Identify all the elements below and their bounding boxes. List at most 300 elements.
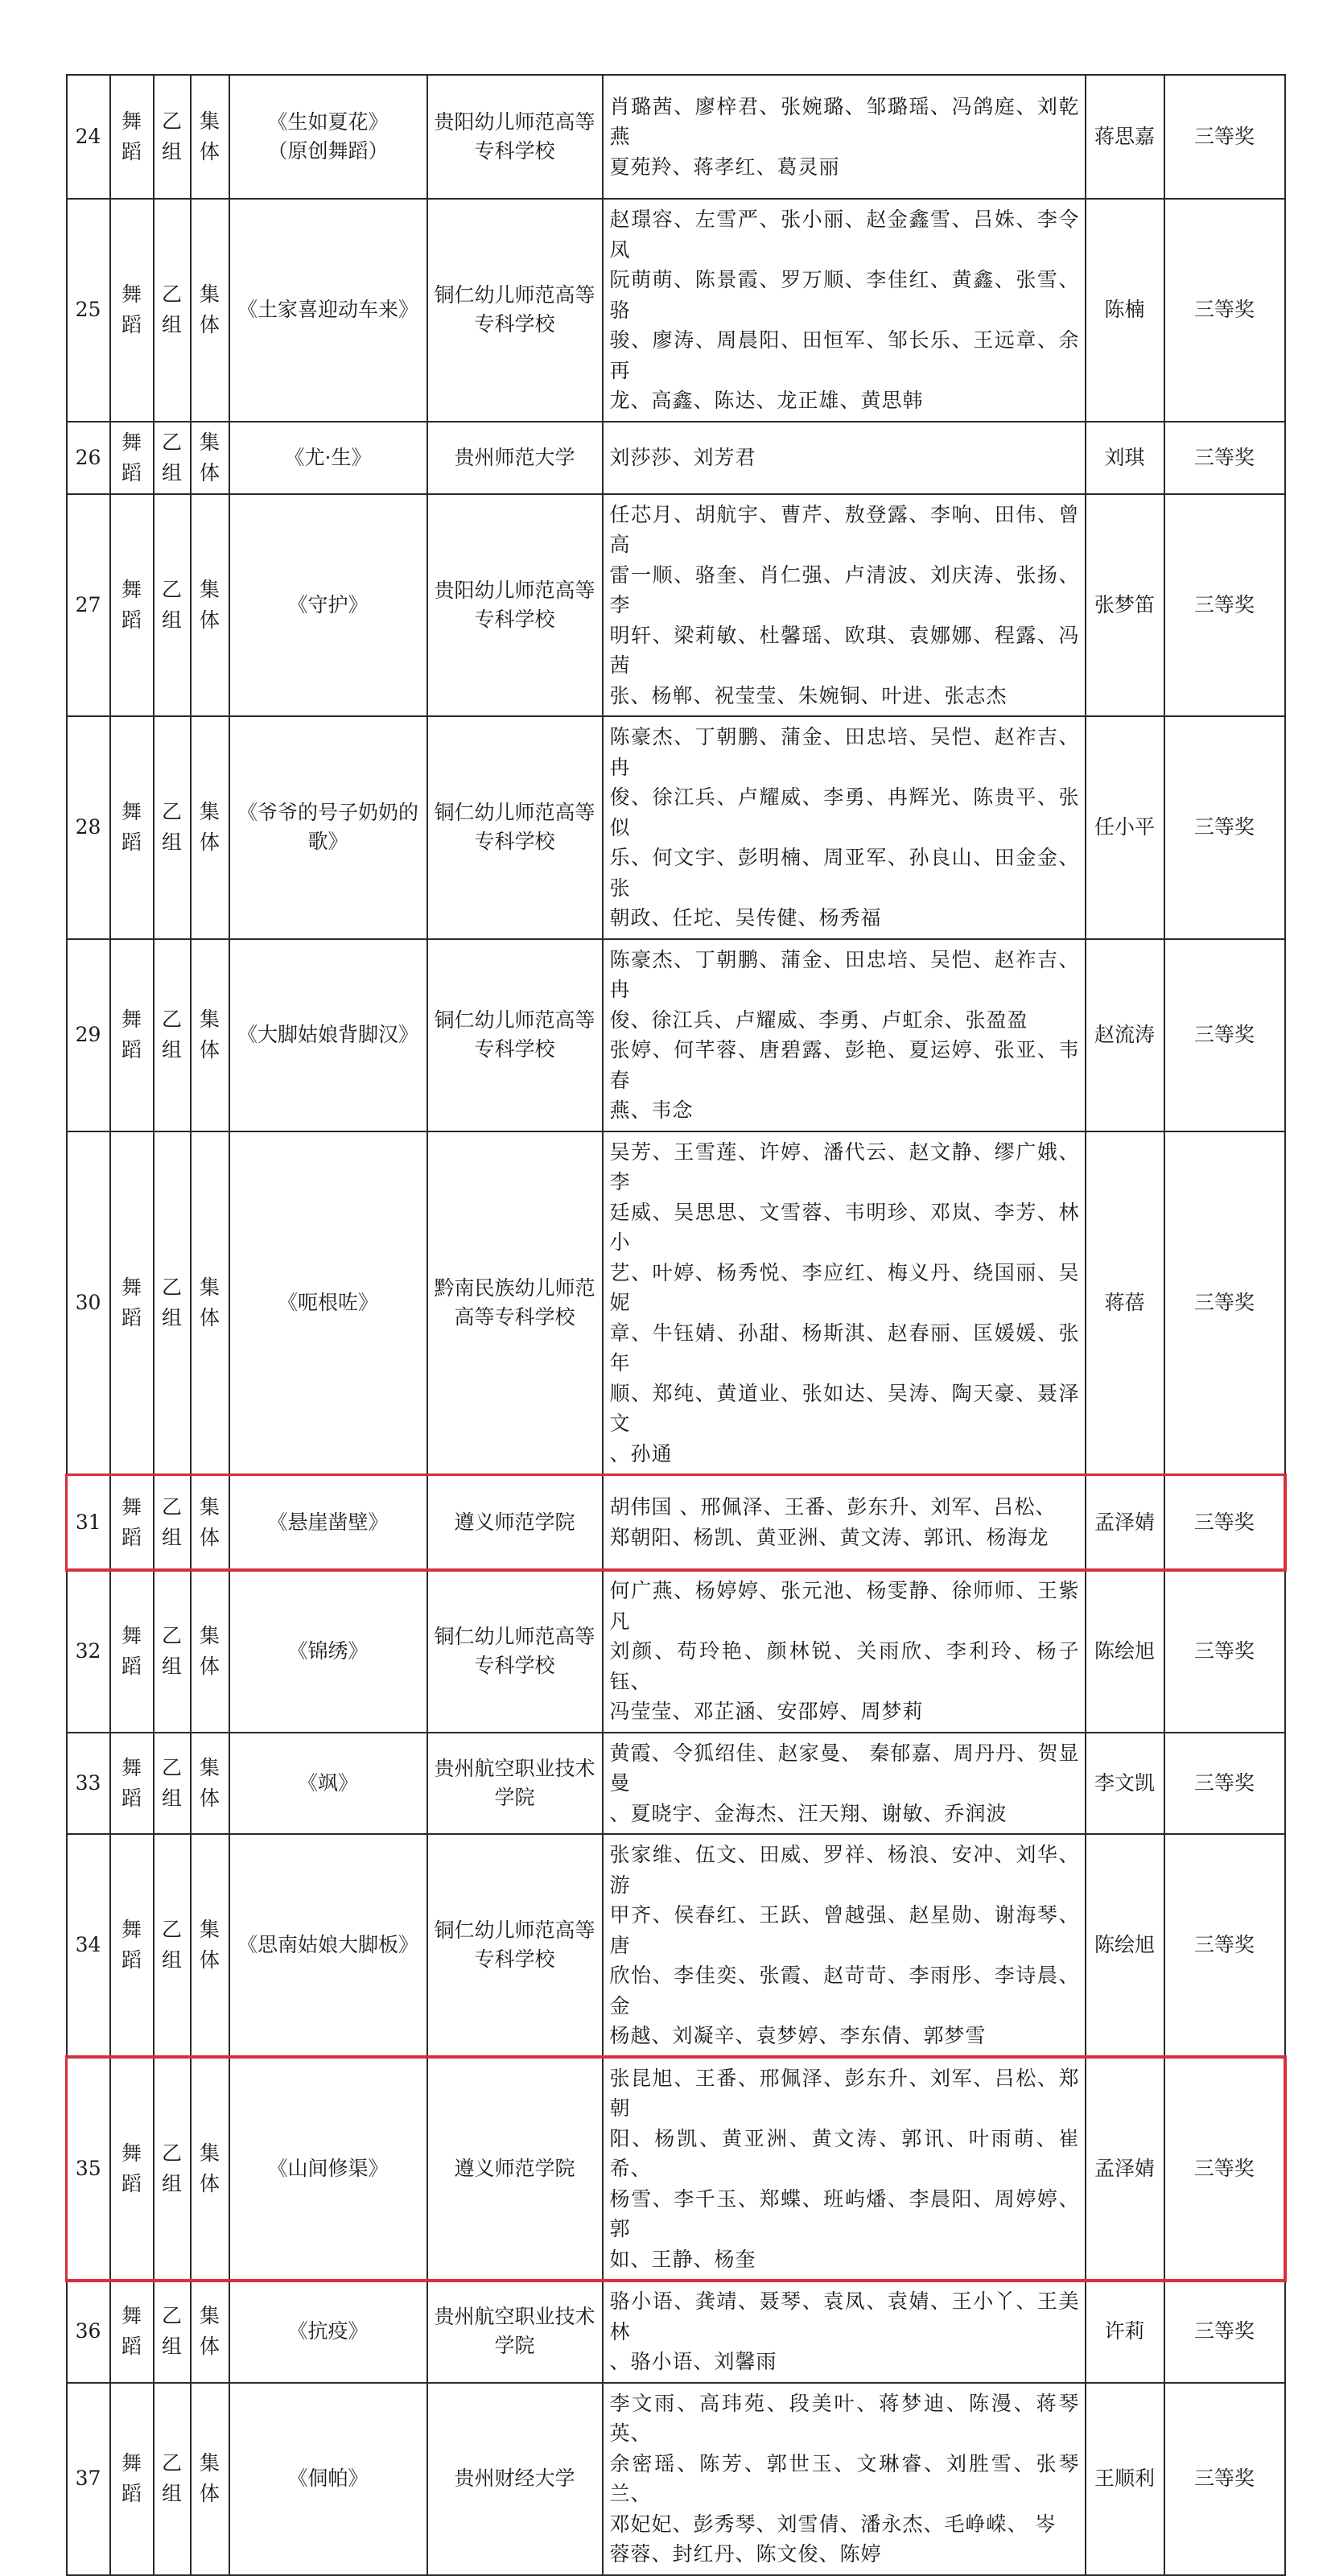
group-char: 乙 [161,577,182,601]
category-char: 舞 [121,1623,142,1647]
group-char: 乙 [161,1918,182,1942]
cell-award [1164,422,1285,494]
teacher-name: 王顺利 [1094,2467,1155,2490]
cell-category [110,2383,154,2575]
cell-award [1164,2281,1285,2383]
cell-number [67,2383,110,2575]
cell-organization [427,2281,603,2383]
type-char: 集 [199,282,220,307]
participant-names: 胡伟国 、邢佩泽、王番、彭东升、刘军、吕松、 郑朝阳、杨凯、黄亚洲、黄文涛、郭讯、杨海龙 [609,1495,1057,1549]
group-char: 组 [161,1786,182,1810]
category-char: 舞 [121,2304,142,2328]
award-level: 三等奖 [1193,2319,1255,2343]
cell-title [229,1475,427,1570]
cell-award [1164,75,1285,199]
type-char: 集 [199,1623,220,1647]
category-char: 蹈 [121,1038,142,1061]
group-char: 组 [161,608,182,632]
teacher-name: 孟泽婧 [1094,2156,1155,2180]
cell-category [110,1733,154,1835]
organization-name: 贵州航空职业技术 学院 [434,1756,595,1809]
cell-number [67,1834,110,2057]
type-char: 集 [199,577,220,601]
work-title: 《抗疫》 [287,2319,369,2343]
cell-organization [427,2383,603,2575]
cell-category [110,2057,154,2281]
group-char: 组 [161,2482,182,2505]
category-char: 蹈 [121,1786,142,1810]
teacher-name: 许莉 [1104,2319,1145,2343]
table-row [67,75,1285,199]
organization-name: 贵阳幼儿师范高等 专科学校 [434,110,595,163]
type-char: 集 [199,1008,220,1031]
cell-participants [603,199,1086,422]
category-char: 蹈 [121,1525,142,1549]
category-char: 舞 [121,1755,142,1779]
cell-teacher [1086,939,1164,1131]
cell-category [110,75,154,199]
cell-organization [427,1475,603,1570]
cell-award [1164,1834,1285,2057]
award-table [65,74,1286,2576]
type-char: 体 [199,2335,220,2359]
cell-group [154,716,191,939]
teacher-name: 陈绘旭 [1094,1933,1155,1957]
teacher-name: 李文凯 [1094,1770,1155,1795]
type-char: 体 [199,1038,220,1061]
row-number: 31 [75,1510,101,1534]
cell-category [110,939,154,1131]
group-char: 乙 [161,1275,182,1299]
teacher-name: 陈楠 [1104,298,1145,322]
teacher-name: 陈绘旭 [1094,1638,1155,1663]
cell-category [110,2281,154,2383]
teacher-name: 刘琪 [1104,445,1145,469]
cell-category [110,494,154,717]
cell-organization [427,422,603,494]
cell-participants [603,494,1086,717]
cell-participants [603,1131,1086,1475]
group-char: 组 [161,1525,182,1549]
table-row [67,422,1285,494]
participant-names: 肖璐茜、廖梓君、张婉璐、邹璐瑶、冯鸽庭、刘乾燕 夏苑羚、蒋孝红、葛灵丽 [609,94,1080,179]
cell-number [67,939,110,1131]
cell-award [1164,1733,1285,1835]
cell-group [154,199,191,422]
row-number: 25 [75,298,101,322]
cell-number [67,716,110,939]
table-row [67,494,1285,717]
cell-category [110,1834,154,2057]
table-row [67,1570,1285,1733]
cell-award [1164,716,1285,939]
category-char: 舞 [121,1275,142,1299]
participant-names: 吴芳、王雪莲、许婷、潘代云、赵文静、缪广娥、李 廷威、吴思思、文雪蓉、韦明珍、邓岚、李芳、林小 艺、叶婷、杨秀悦、李应红、梅义丹、绕国丽、吴妮 章、牛钰婧、孙甜、杨斯淇、赵春丽、匡媛媛、张年 顺、郑纯、黄道业、张如达、吴涛、陶天豪、聂泽文 、孙通 [609,1140,1080,1465]
cell-number [67,1475,110,1570]
cell-title [229,2057,427,2281]
cell-organization [427,494,603,717]
cell-group [154,1733,191,1835]
cell-title [229,2281,427,2383]
award-level: 三等奖 [1193,815,1255,839]
work-title: 《悬崖凿壁》 [267,1510,389,1534]
type-char: 体 [199,460,220,484]
cell-organization [427,75,603,199]
cell-teacher [1086,2383,1164,2575]
cell-teacher [1086,75,1164,199]
cell-organization [427,2057,603,2281]
participant-names: 何广燕、杨婷婷、张元池、杨雯静、徐师师、王紫凡 刘颜、苟玲艳、颜林锐、关雨欣、李利玲、杨子钰、 冯莹莹、邓芷涵、安邵婷、周梦莉 [609,1579,1080,1723]
cell-group [154,2281,191,2383]
work-title: 《守护》 [287,592,369,616]
cell-title [229,199,427,422]
row-number: 37 [75,2467,101,2490]
cell-type [191,1131,229,1475]
group-char: 组 [161,140,182,163]
cell-title [229,494,427,717]
cell-participants [603,1570,1086,1733]
category-char: 蹈 [121,313,142,337]
work-title: 《飒》 [297,1770,358,1795]
cell-type [191,1834,229,2057]
category-char: 蹈 [121,1948,142,1972]
cell-award [1164,1475,1285,1570]
work-title: 《呃根咗》 [277,1290,378,1314]
group-char: 组 [161,1654,182,1678]
cell-title [229,2383,427,2575]
cell-group [154,1475,191,1570]
type-char: 体 [199,831,220,855]
work-title: 《大脚姑娘背脚汉》 [237,1023,418,1046]
participant-names: 任芯月、胡航宇、曹芹、敖登露、李响、田伟、曾高 雷一顺、骆奎、肖仁强、卢清波、刘庆涛、张扬、李 明轩、梁莉敏、杜馨瑶、欧琪、袁娜娜、程露、冯茜 张、杨郸、祝莹莹、朱婉铜、叶进、张志杰 [609,502,1080,707]
cell-title [229,1570,427,1733]
participant-names: 赵璟容、左雪严、张小丽、赵金鑫雪、吕姝、李令凤 阮萌萌、陈景霞、罗万顺、李佳红、黄鑫、张雪、骆 骏、廖涛、周晨阳、田恒军、邹长乐、王远章、余再 龙、高鑫、陈达、龙正雄、黄思韩 [609,208,1080,412]
type-char: 集 [199,109,220,133]
group-char: 组 [161,831,182,855]
participant-names: 张家维、伍文、田威、罗祥、杨浪、安冲、刘华、游 甲齐、侯春红、王跃、曾越强、赵星勋、谢海琴、唐 欣怡、李佳奕、张霞、赵苛苛、李雨彤、李诗晨、金 杨越、刘凝辛、袁梦婷、李东倩、郭梦雪 [609,1843,1080,2047]
row-number: 36 [75,2319,101,2343]
cell-teacher [1086,199,1164,422]
cell-title [229,939,427,1131]
cell-number [67,2057,110,2281]
cell-type [191,2281,229,2383]
row-number: 26 [75,445,101,469]
cell-title [229,75,427,199]
award-level: 三等奖 [1193,1933,1255,1957]
cell-participants [603,939,1086,1131]
cell-title [229,1131,427,1475]
organization-name: 贵阳幼儿师范高等 专科学校 [434,578,595,631]
table-row [67,2383,1285,2575]
group-char: 组 [161,460,182,484]
work-title: 《侗帕》 [287,2467,369,2490]
table-row [67,1475,1285,1570]
table-row [67,2281,1285,2383]
cell-organization [427,939,603,1131]
type-char: 体 [199,1654,220,1678]
cell-participants [603,422,1086,494]
group-char: 乙 [161,1494,182,1519]
cell-group [154,2383,191,2575]
cell-participants [603,2281,1086,2383]
award-level: 三等奖 [1193,445,1255,469]
row-number: 27 [75,592,101,616]
cell-category [110,422,154,494]
teacher-name: 张梦笛 [1094,592,1155,616]
organization-name: 铜仁幼儿师范高等 专科学校 [434,1624,595,1677]
category-char: 舞 [121,1494,142,1519]
cell-type [191,716,229,939]
cell-teacher [1086,2281,1164,2383]
cell-type [191,75,229,199]
cell-number [67,1733,110,1835]
work-title: 《思南姑娘大脚板》 [237,1933,418,1957]
cell-number [67,1131,110,1475]
group-char: 乙 [161,2304,182,2328]
cell-category [110,1475,154,1570]
cell-number [67,494,110,717]
cell-title [229,1834,427,2057]
table-row [67,1834,1285,2057]
award-list-page [65,74,1284,2566]
category-char: 蹈 [121,1305,142,1329]
category-char: 蹈 [121,608,142,632]
row-number: 28 [75,815,101,839]
award-level: 三等奖 [1193,1290,1255,1314]
category-char: 蹈 [121,831,142,855]
cell-category [110,716,154,939]
cell-award [1164,2383,1285,2575]
group-char: 乙 [161,1755,182,1779]
type-char: 集 [199,1755,220,1779]
category-char: 舞 [121,1008,142,1031]
cell-number [67,75,110,199]
cell-award [1164,1570,1285,1733]
cell-type [191,1733,229,1835]
cell-type [191,422,229,494]
cell-teacher [1086,1570,1164,1733]
group-char: 组 [161,313,182,337]
organization-name: 遵义师范学院 [454,1510,575,1534]
type-char: 体 [199,2482,220,2505]
participant-names: 李文雨、高玮苑、段美叶、蒋梦迪、陈漫、蒋琴英、 余密瑶、陈芳、郭世玉、文琳睿、刘胜雪、张琴兰、 邓妃妃、彭秀琴、刘雪倩、潘永杰、毛峥嵘、 岑 蓉蓉、封红丹、陈文俊、陈婷 [609,2391,1080,2566]
category-char: 舞 [121,1918,142,1942]
category-char: 蹈 [121,2335,142,2359]
type-char: 体 [199,1525,220,1549]
group-char: 组 [161,1038,182,1061]
cell-participants [603,1733,1086,1835]
award-level: 三等奖 [1193,592,1255,616]
category-char: 蹈 [121,1654,142,1678]
cell-participants [603,716,1086,939]
cell-type [191,1475,229,1570]
row-number: 33 [75,1770,101,1795]
type-char: 集 [199,1918,220,1942]
row-number: 30 [75,1290,101,1314]
cell-award [1164,2057,1285,2281]
participant-names: 黄霞、令狐绍佳、赵家曼、 秦郁嘉、周丹丹、贺显曼 、夏晓宇、金海杰、汪天翔、谢敏、乔润波 [609,1741,1080,1825]
category-char: 蹈 [121,140,142,163]
group-char: 乙 [161,1623,182,1647]
cell-category [110,1570,154,1733]
type-char: 体 [199,1948,220,1972]
group-char: 乙 [161,430,182,454]
group-char: 乙 [161,109,182,133]
table-row [67,1733,1285,1835]
category-char: 舞 [121,2451,142,2475]
award-level: 三等奖 [1193,2467,1255,2490]
organization-name: 贵州航空职业技术 学院 [434,2305,595,2358]
group-char: 组 [161,1948,182,1972]
group-char: 乙 [161,2451,182,2475]
cell-type [191,1570,229,1733]
organization-name: 铜仁幼儿师范高等 专科学校 [434,1919,595,1972]
group-char: 组 [161,2335,182,2359]
organization-name: 铜仁幼儿师范高等 专科学校 [434,283,595,336]
type-char: 集 [199,1494,220,1519]
work-title: 《山间修渠》 [267,2156,389,2180]
cell-category [110,199,154,422]
row-number: 35 [75,2156,101,2180]
cell-teacher [1086,1733,1164,1835]
cell-number [67,1570,110,1733]
participant-names: 陈豪杰、丁朝鹏、蒲金、田忠培、吴恺、赵祚吉、冉 俊、徐江兵、卢耀威、李勇、冉辉光、陈贵平、张似 乐、何文宇、彭明楠、周亚军、孙良山、田金金、 张 朝政、任坨、吴传健、杨秀福 [609,725,1080,929]
cell-title [229,422,427,494]
row-number: 32 [75,1638,101,1663]
teacher-name: 任小平 [1094,815,1155,839]
type-char: 集 [199,1275,220,1299]
cell-award [1164,199,1285,422]
table-row [67,199,1285,422]
participant-names: 刘莎莎、刘芳君 [609,445,756,469]
cell-organization [427,716,603,939]
cell-group [154,939,191,1131]
group-char: 乙 [161,800,182,824]
award-level: 三等奖 [1193,2156,1255,2180]
group-char: 乙 [161,282,182,307]
cell-teacher [1086,716,1164,939]
cell-organization [427,199,603,422]
cell-award [1164,1131,1285,1475]
cell-group [154,1834,191,2057]
cell-category [110,1131,154,1475]
teacher-name: 赵流涛 [1094,1023,1155,1046]
cell-organization [427,1570,603,1733]
work-title: 《爷爷的号子奶奶的 歌》 [237,801,418,854]
award-level: 三等奖 [1193,1638,1255,1663]
category-char: 蹈 [121,460,142,484]
cell-organization [427,1131,603,1475]
cell-group [154,75,191,199]
table-row [67,716,1285,939]
cell-teacher [1086,494,1164,717]
award-level: 三等奖 [1193,125,1255,148]
teacher-name: 蒋思嘉 [1094,125,1155,148]
group-char: 组 [161,1305,182,1329]
table-row [67,939,1285,1131]
cell-number [67,422,110,494]
cell-title [229,1733,427,1835]
participant-names: 骆小语、龚靖、聂琴、袁凤、袁婧、王小丫、王美林 、骆小语、刘馨雨 [609,2290,1080,2373]
cell-group [154,494,191,717]
cell-participants [603,1475,1086,1570]
cell-group [154,1570,191,1733]
cell-group [154,2057,191,2281]
cell-type [191,494,229,717]
row-number: 24 [75,125,101,148]
teacher-name: 蒋蓓 [1104,1290,1145,1314]
cell-type [191,2383,229,2575]
cell-teacher [1086,1834,1164,2057]
cell-type [191,199,229,422]
award-table-body [67,75,1285,2575]
category-char: 舞 [121,109,142,133]
cell-participants [603,75,1086,199]
type-char: 集 [199,800,220,824]
award-level: 三等奖 [1193,1023,1255,1046]
work-title: 《锦绣》 [287,1638,369,1663]
cell-type [191,939,229,1131]
organization-name: 贵州财经大学 [454,2467,575,2490]
category-char: 蹈 [121,2171,142,2195]
work-title: 《生如夏花》 （原创舞蹈） [267,110,389,163]
organization-name: 贵州师范大学 [454,445,575,469]
cell-group [154,422,191,494]
type-char: 集 [199,2304,220,2328]
category-char: 舞 [121,800,142,824]
category-char: 舞 [121,282,142,307]
teacher-name: 孟泽婧 [1094,1510,1155,1534]
work-title: 《土家喜迎动车来》 [237,298,418,322]
type-char: 体 [199,1786,220,1810]
award-level: 三等奖 [1193,1770,1255,1795]
cell-organization [427,1733,603,1835]
participant-names: 张昆旭、王番、邢佩泽、彭东升、刘军、吕松、郑朝 阳、杨凯、黄亚洲、黄文涛、郭讯、叶雨萌、崔希、 杨雪、李千玉、郑蝶、班屿燔、李晨阳、周婷婷、郭 如、王静、杨奎 [609,2066,1080,2271]
category-char: 蹈 [121,2482,142,2505]
row-number: 34 [75,1933,101,1957]
cell-title [229,716,427,939]
organization-name: 黔南民族幼儿师范 高等专科学校 [434,1276,595,1329]
cell-award [1164,939,1285,1131]
type-char: 集 [199,430,220,454]
participant-names: 陈豪杰、丁朝鹏、蒲金、田忠培、吴恺、赵祚吉、冉 俊、徐江兵、卢耀威、李勇、卢虹余、张盈盈 张婷、何芊蓉、唐碧露、彭艳、夏运婷、张亚、韦春 燕、韦念 [609,947,1080,1122]
cell-type [191,2057,229,2281]
award-level: 三等奖 [1193,1510,1255,1534]
cell-teacher [1086,1131,1164,1475]
cell-award [1164,494,1285,717]
group-char: 组 [161,2171,182,2195]
organization-name: 铜仁幼儿师范高等 专科学校 [434,1008,595,1061]
cell-group [154,1131,191,1475]
cell-teacher [1086,422,1164,494]
category-char: 舞 [121,430,142,454]
cell-organization [427,1834,603,2057]
group-char: 乙 [161,2141,182,2165]
organization-name: 遵义师范学院 [454,2156,575,2180]
type-char: 集 [199,2451,220,2475]
cell-number [67,2281,110,2383]
table-row [67,1131,1285,1475]
cell-teacher [1086,2057,1164,2281]
table-row [67,2057,1285,2281]
type-char: 体 [199,313,220,337]
type-char: 体 [199,140,220,163]
type-char: 体 [199,1305,220,1329]
type-char: 体 [199,608,220,632]
category-char: 舞 [121,2141,142,2165]
cell-participants [603,1834,1086,2057]
cell-teacher [1086,1475,1164,1570]
